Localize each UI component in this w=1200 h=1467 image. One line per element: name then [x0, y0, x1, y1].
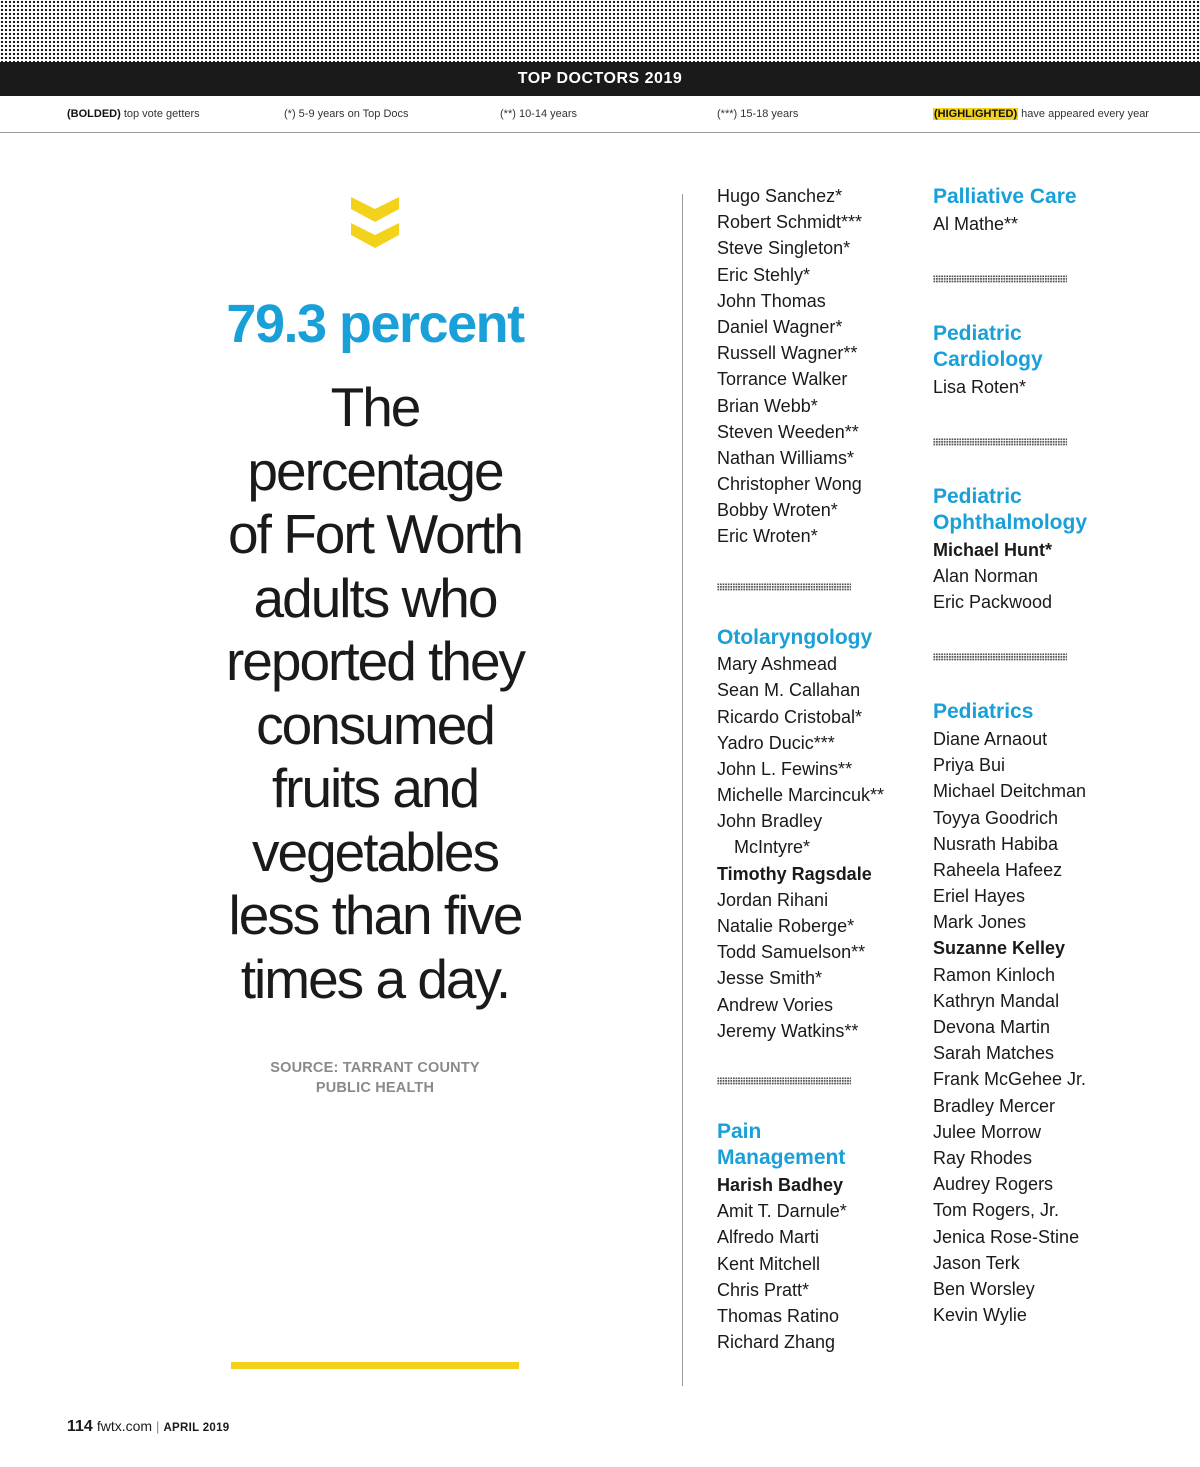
doctor-name: Bradley Mercer — [933, 1095, 1056, 1116]
legend-bolded: (BOLDED) top vote getters — [67, 108, 200, 120]
halftone-header-pattern — [0, 0, 1200, 62]
doctor-name: Yadro Ducic*** — [717, 732, 835, 753]
legend-three-star: (***) 15-18 years — [717, 108, 799, 120]
doctor-name: Tom Rogers, Jr. — [933, 1200, 1060, 1221]
dotted-separator — [933, 653, 1067, 661]
doctor-name: Lisa Roten* — [933, 376, 1027, 397]
section-pain-management — [717, 1119, 967, 1355]
doctor-name: Richard Zhang — [717, 1332, 836, 1353]
doctor-name: Alan Norman — [933, 566, 1039, 587]
doctor-name: Daniel Wagner* — [717, 316, 843, 337]
doctor-name: Natalie Roberge* — [717, 916, 855, 936]
doctor-name: Steven Weeden** — [717, 421, 859, 442]
doctor-name: Todd Samuelson** — [717, 942, 866, 963]
doctor-name: Eriel Hayes — [933, 886, 1026, 907]
doctor-name: Sarah Matches — [933, 1043, 1055, 1064]
specialty-heading: Palliative Care — [933, 185, 1077, 208]
specialty-heading: Pediatrics — [933, 700, 1034, 724]
specialty-heading: Pediatric Cardiology — [933, 321, 1043, 372]
doctor-name: Nusrath Habiba — [933, 833, 1059, 854]
doctor-name: Andrew Vories — [717, 994, 834, 1015]
yellow-accent-bar — [231, 1362, 519, 1369]
footer-separator: | — [156, 1419, 160, 1434]
doctor-name: Raheela Hafeez — [933, 859, 1063, 880]
legend-two-star: (**) 10-14 years — [500, 108, 578, 120]
doctor-name: Alfredo Marti — [717, 1227, 820, 1248]
doctor-name: Ray Rhodes — [933, 1147, 1033, 1168]
doctor-name-top-vote: Timothy Ragsdale — [717, 863, 872, 884]
doctor-name: Kevin Wylie — [933, 1305, 1027, 1326]
doctor-name: Kent Mitchell — [717, 1253, 821, 1274]
doctor-name: Eric Packwood — [933, 592, 1053, 613]
doctor-name: Steve Singleton* — [717, 238, 851, 259]
doctor-name: Jeremy Watkins** — [717, 1020, 859, 1041]
doctor-name: Brian Webb* — [717, 395, 818, 416]
doctor-name: Michael Deitchman — [933, 781, 1087, 802]
doctor-name: Ramon Kinloch — [933, 964, 1056, 985]
dotted-separator — [717, 583, 851, 591]
dotted-separator — [717, 1077, 851, 1085]
doctor-name: Thomas Ratino — [717, 1305, 840, 1326]
section-otolaryngology — [717, 625, 967, 1044]
page-footer — [67, 1418, 230, 1442]
section-pediatrics — [933, 699, 1183, 1328]
continued-list — [717, 183, 967, 550]
stat-description: The percentage of Fort Worth adults who reported they consumed fruits and vegetables less than five times a day. — [225, 376, 525, 1010]
doctor-name: Nathan Williams* — [717, 447, 855, 468]
site-url: fwtx.com — [96, 1418, 153, 1434]
doctor-name: Eric Wroten* — [717, 526, 818, 547]
doctor-name: Jesse Smith* — [717, 968, 823, 989]
legend-one-star: (*) 5-9 years on Top Docs — [284, 108, 409, 120]
doctor-name: Michelle Marcincuk** — [717, 785, 885, 806]
dotted-separator — [933, 438, 1067, 446]
doctor-name: Amit T. Darnule* — [717, 1201, 847, 1222]
doctor-name: Russell Wagner** — [717, 343, 858, 364]
specialty-heading: Otolaryngology — [717, 625, 873, 649]
doctor-name: Jordan Rihani — [717, 889, 829, 910]
doctor-name: Ricardo Cristobal* — [717, 706, 863, 727]
doctor-name: John L. Fewins** — [717, 758, 853, 779]
source-credit: SOURCE: TARRANT COUNTY PUBLIC HEALTH — [270, 1060, 480, 1096]
doctor-name-continuation: McIntyre* — [734, 837, 811, 858]
doctor-name: Priya Bui — [933, 755, 1006, 776]
issue-date: APRIL 2019 — [163, 1422, 230, 1434]
doctor-name: Devona Martin — [933, 1017, 1051, 1037]
legend-highlighted: (HIGHLIGHTED) have appeared every year — [934, 108, 1149, 120]
doctor-name-top-vote: Harish Badhey — [717, 1174, 844, 1195]
legend-row — [0, 96, 1200, 133]
doctor-name-top-vote: Suzanne Kelley — [933, 938, 1066, 959]
doctor-name: Mark Jones — [933, 912, 1027, 933]
double-chevron-down-icon — [349, 195, 401, 251]
doctor-name: Torrance Walker — [717, 369, 848, 390]
section-pediatric-cardiology — [933, 321, 1183, 400]
doctor-name: Jason Terk — [933, 1252, 1020, 1273]
doctor-name: Jenica Rose-Stine — [933, 1226, 1080, 1247]
stat-headline: 79.3 percent — [226, 294, 524, 354]
doctor-name: Robert Schmidt*** — [717, 212, 863, 233]
doctor-name: Christopher Wong — [717, 474, 862, 495]
specialty-heading: Pain Management — [717, 1119, 846, 1170]
doctor-name: John Thomas — [717, 290, 826, 311]
section-title: TOP DOCTORS 2019 — [0, 62, 1200, 96]
doctor-name: Ben Worsley — [933, 1278, 1035, 1299]
doctor-column-a — [717, 183, 967, 1355]
doctor-name: Julee Morrow — [933, 1121, 1042, 1142]
section-palliative-care — [933, 184, 1183, 237]
column-divider — [682, 194, 683, 1386]
doctor-name-top-vote: Michael Hunt* — [933, 539, 1053, 560]
doctor-name: Al Mathe** — [933, 213, 1019, 234]
doctor-name: Diane Arnaout — [933, 728, 1048, 749]
dotted-separator — [933, 275, 1067, 283]
specialty-heading: Pediatric Ophthalmology — [933, 484, 1087, 535]
doctor-name: Hugo Sanchez* — [717, 186, 843, 206]
doctor-name: Toyya Goodrich — [933, 807, 1059, 828]
page-number: 114 — [67, 1418, 93, 1435]
doctor-name: Bobby Wroten* — [717, 500, 838, 521]
doctor-name: Sean M. Callahan — [717, 680, 861, 701]
doctor-name: Audrey Rogers — [933, 1174, 1054, 1195]
doctor-name: Chris Pratt* — [717, 1279, 810, 1300]
doctor-name: John Bradley — [717, 811, 823, 832]
doctor-column-b — [933, 183, 1183, 1328]
doctor-name: Frank McGehee Jr. — [933, 1069, 1087, 1090]
doctor-name: Mary Ashmead — [717, 654, 838, 675]
doctor-name: Eric Stehly* — [717, 264, 811, 285]
doctor-name: Kathryn Mandal — [933, 990, 1060, 1011]
section-pediatric-ophthalmology — [933, 484, 1183, 616]
